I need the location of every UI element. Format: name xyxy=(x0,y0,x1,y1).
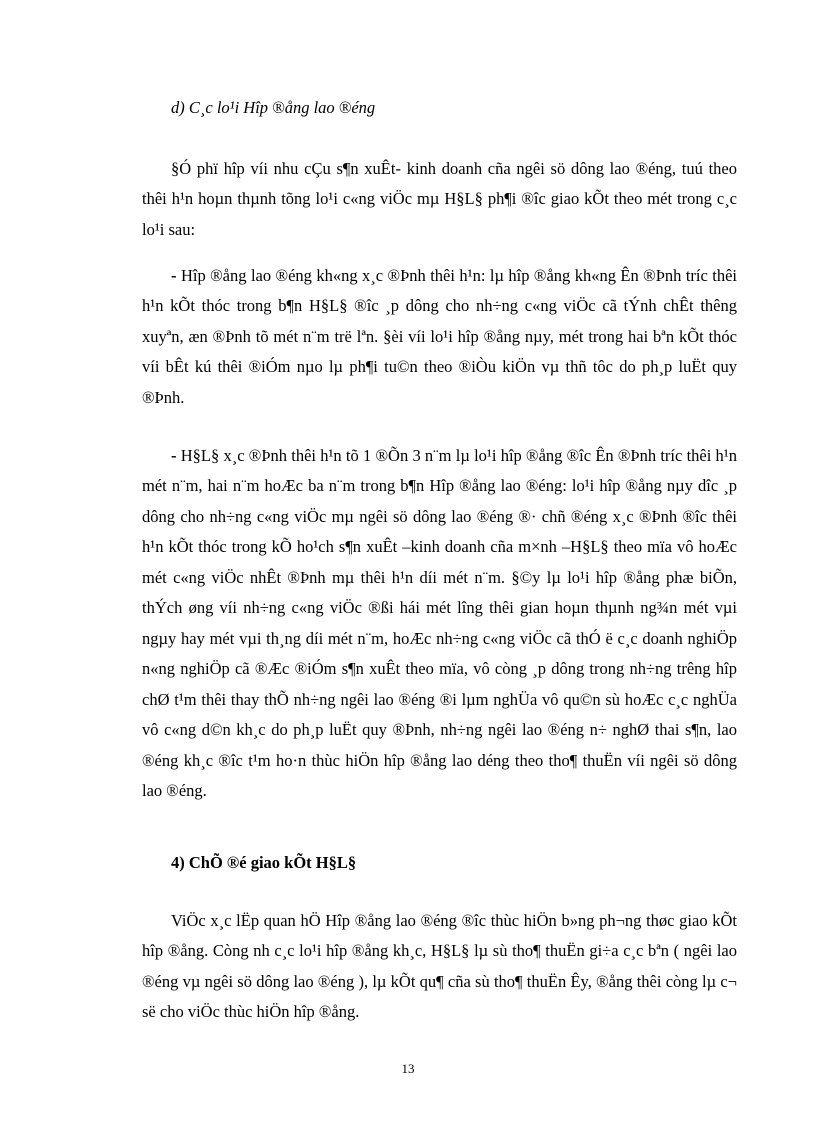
paragraph-intro xyxy=(142,154,737,246)
paragraph-contract-conclusion xyxy=(142,906,737,1028)
paragraph-indefinite-contract-text: Hîp ®ång lao ®éng kh«ng x¸c ®Þnh thêi h¹n: lµ hîp ®ång kh«ng Ên ®Þnh tríc thêi h¹n kÕt thóc trong b¶n H§L§ ®îc ¸p dông cho nh÷ng c«ng viÖc cã tÝnh chÊt thêng xuyªn, æn ®Þnh tõ mét n¨m trë lªn. §èi víi lo¹i hîp ®ång nµy, mét trong hai bªn kÕt thóc víi bÊt kú thêi ®iÓm nµo lµ ph¶i tu©n theo ®iÒu kiÖn vµ thñ tôc do ph¸p luËt quy ®Þnh. xyxy=(142,265,737,407)
paragraph-fixed-term-contract xyxy=(142,441,737,807)
bullet-dash-1: - xyxy=(171,265,177,285)
page-number: 13 xyxy=(401,1061,415,1076)
paragraph-contract-conclusion-text: ViÖc x¸c lËp quan hÖ Hîp ®ång lao ®éng ®îc thùc hiÖn b»ng ph¬ng thøc giao kÕt hîp ®ång. Còng nh c¸c lo¹i hîp ®ång kh¸c, H§L§ lµ sù tho¶ thuËn gi÷a c¸c bªn ( ngêi lao ®éng vµ ngêi sö dông lao ®éng ), lµ kÕt qu¶ cña sù tho¶ thuËn Êy, ®ång thêi còng lµ c¬ së cho viÖc thùc hiÖn hîp ®ång. xyxy=(142,910,737,1021)
bullet-dash-2: - xyxy=(171,445,177,465)
section-heading-4: 4) ChÕ ®é giao kÕt H§L§ xyxy=(171,853,357,872)
paragraph-fixed-term-contract-text: H§L§ x¸c ®Þnh thêi h¹n tõ 1 ®Õn 3 n¨m lµ lo¹i hîp ®ång ®îc Ên ®Þnh tríc thêi h¹n mét n¨m, hai n¨m hoÆc ba n¨m trong b¶n Hîp ®ång lao ®éng: lo¹i hîp ®ång nµy dîc ¸p dông cho nh÷ng c«ng viÖc mµ ngêi sö dông lao ®éng ®· chñ ®éng x¸c ®Þnh ®îc thêi h¹n kÕt thóc trong kÕ ho¹ch s¶n xuÊt –kinh doanh cña m×nh –H§L§ theo mïa vô hoÆc mét c«ng viÖc nhÊt ®Þnh mµ thêi h¹n díi mét n¨m. §©y lµ lo¹i hîp ®ång phæ biÕn, thÝch øng víi nh÷ng c«ng viÖc ®ßi hái mét lîng thêi gian hoµn thµnh ng¾n mét vµi ngµy hay mét vµi th¸ng díi mét n¨m, hoÆc nh÷ng c«ng viÖc cã thÓ ë c¸c doanh nghiÖp n«ng nghiÖp cã ®Æc ®iÓm s¶n xuÊt theo mïa, vô còng ¸p dông trong nh÷ng trêng hîp chØ t¹m thêi thay thÕ nh÷ng ngêi lao ®éng ®i lµm nghÜa vô qu©n sù hoÆc c¸c nghÜa vô c«ng d©n kh¸c do ph¸p luËt quy ®Þnh, nh÷ng ngêi lao ®éng n÷ nghØ thai s¶n, lao ®éng kh¸c ®îc t¹m ho·n thùc hiÖn hîp ®ång lao déng theo tho¶ thuËn víi ngêi sö dông lao ®éng. xyxy=(142,445,738,800)
section-heading-d: d) C¸c lo¹i Hîp ®ång lao ®éng xyxy=(171,98,376,117)
paragraph-indefinite-contract xyxy=(142,261,737,414)
paragraph-intro-text: §Ó phï hîp víi nhu cÇu s¶n xuÊt- kinh doanh cña ngêi sö dông lao ®éng, tuú theo thêi h¹n hoµn thµnh tõng lo¹i c«ng viÖc mµ H§L§ ph¶i ®îc giao kÕt theo mét trong c¸c lo¹i sau: xyxy=(142,158,737,239)
